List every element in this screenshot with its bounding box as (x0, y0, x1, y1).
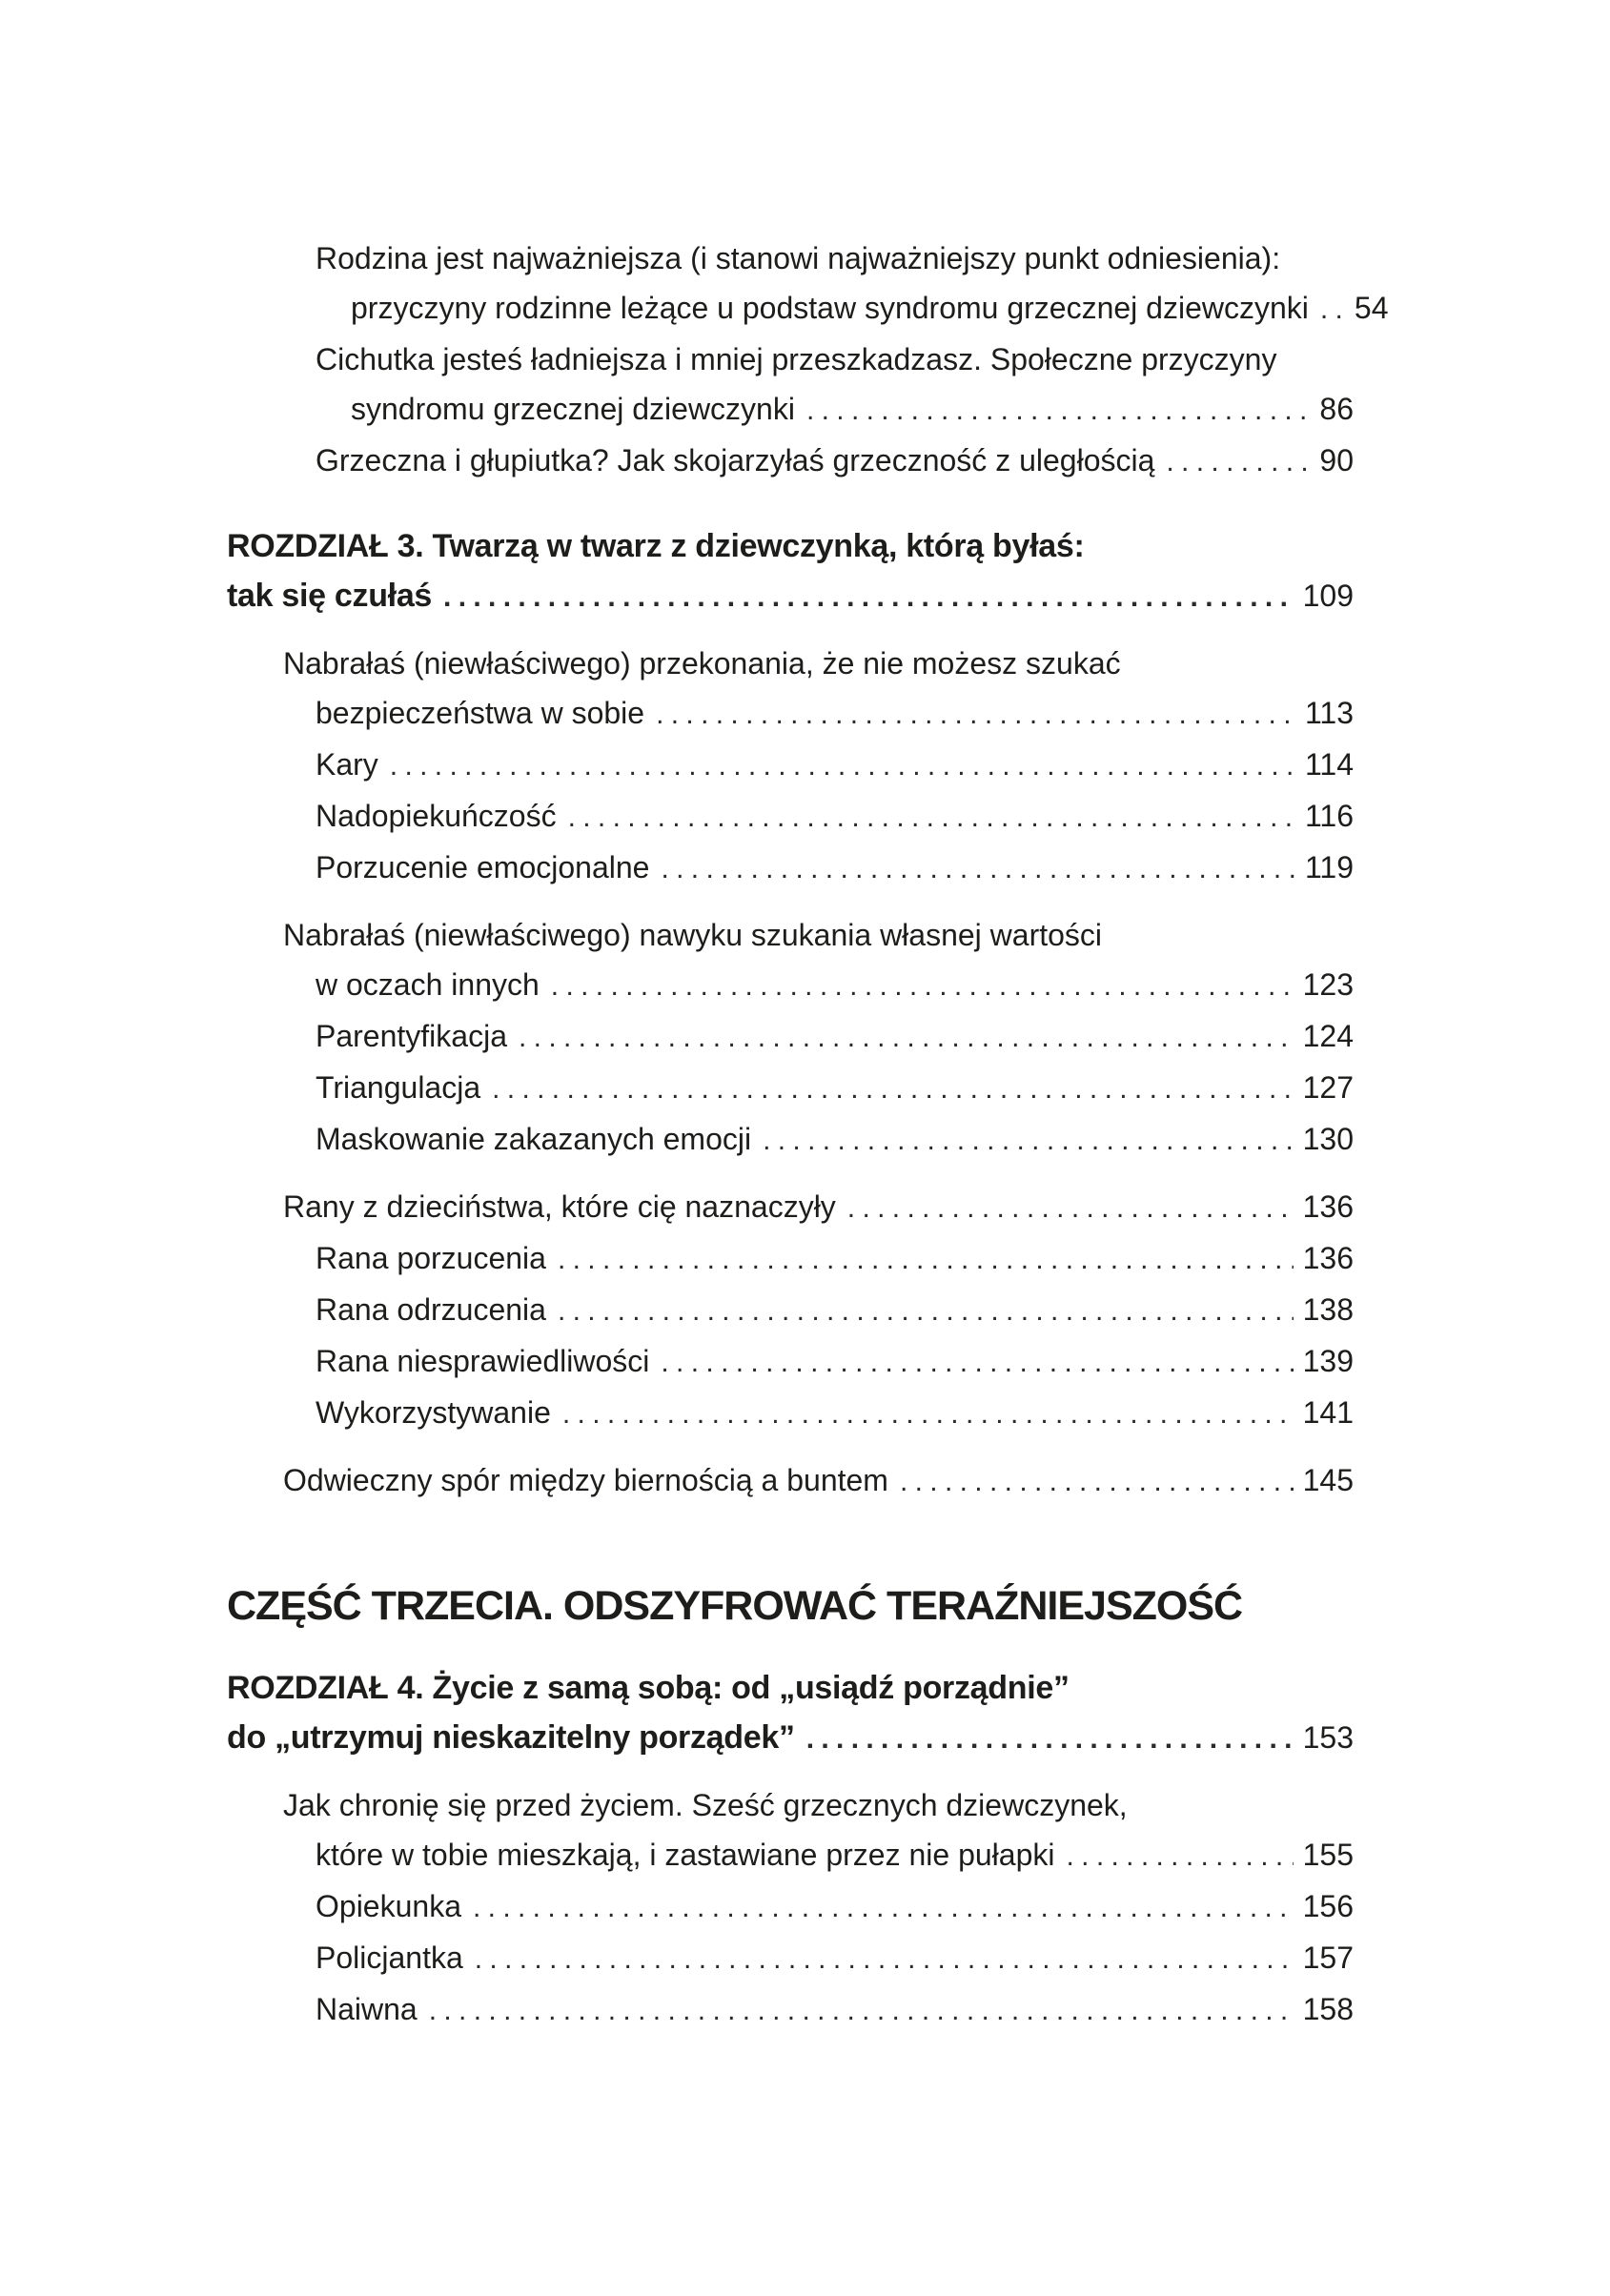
toc-entry (227, 335, 1354, 384)
dot-leader (661, 1338, 1293, 1388)
toc-entry-label: Odwieczny spór między biernością a buntem (283, 1463, 888, 1497)
toc-page-number: 116 (1304, 799, 1354, 833)
toc-entry-label: Wykorzystywanie (316, 1395, 551, 1430)
dot-leader (847, 1184, 1294, 1233)
dot-leader (1320, 285, 1345, 335)
toc-page-number: 130 (1302, 1122, 1354, 1156)
toc-page-number: 136 (1302, 1189, 1354, 1224)
toc-page-number: 141 (1302, 1395, 1354, 1430)
toc-page-number: 119 (1304, 850, 1354, 884)
dot-leader (568, 793, 1295, 843)
toc-entry (227, 1233, 1354, 1285)
toc-page-number: 138 (1302, 1292, 1354, 1327)
toc-entry-label: syndromu grzecznej dziewczynki (351, 392, 795, 426)
dot-leader (473, 1883, 1294, 1933)
toc-entry (227, 1285, 1354, 1336)
toc-page-number: 156 (1302, 1889, 1354, 1923)
toc-entry (227, 1114, 1354, 1166)
toc-entry-label: Rodzina jest najważniejsza (i stanowi najważniejszy punkt odniesienia): (316, 241, 1281, 275)
toc-entry (227, 639, 1354, 688)
toc-entry (227, 1780, 1354, 1830)
toc-entry (227, 740, 1354, 791)
toc-entry-label: do „utrzymuj nieskazitelny porządek” (227, 1719, 795, 1756)
dot-leader (1166, 437, 1310, 487)
table-of-contents (227, 234, 1389, 2036)
toc-page-number: 54 (1354, 291, 1389, 325)
toc-entry (227, 234, 1354, 283)
dot-leader (656, 690, 1295, 740)
toc-entry-label: Parentyfikacja (316, 1019, 507, 1053)
toc-entry (227, 1063, 1354, 1114)
toc-page-number: 124 (1302, 1019, 1354, 1053)
toc-entry (227, 384, 1354, 436)
toc-page-number: 157 (1302, 1940, 1354, 1975)
toc-entry (227, 843, 1354, 894)
toc-entry (227, 1336, 1354, 1388)
toc-entry (227, 1388, 1354, 1439)
dot-leader (1066, 1832, 1293, 1881)
toc-entry (227, 688, 1354, 740)
toc-entry-label: Nabrałaś (niewłaściwego) nawyku szukania własnej wartości (283, 918, 1103, 952)
toc-entry (227, 1713, 1354, 1764)
dot-leader (661, 844, 1295, 894)
toc-entry-label: Rana niesprawiedliwości (316, 1344, 650, 1378)
toc-entry-label: Cichutka jesteś ładniejsza i mniej przeszkadzasz. Społeczne przyczyny (316, 342, 1277, 376)
toc-entry (227, 1575, 1354, 1636)
toc-page-number: 136 (1302, 1241, 1354, 1275)
toc-entry-label: Rana odrzucenia (316, 1292, 546, 1327)
dot-leader (562, 1390, 1294, 1439)
toc-entry-label: Triangulacja (316, 1070, 481, 1105)
dot-leader (900, 1457, 1294, 1507)
toc-entry (227, 436, 1354, 487)
dot-leader (492, 1065, 1293, 1114)
dot-leader (475, 1935, 1294, 1984)
toc-page-number: 123 (1302, 967, 1354, 1002)
toc-entry-label: ROZDZIAŁ 4. Życie z samą sobą: od „usiądź porządnie” (227, 1670, 1070, 1706)
toc-entry-label: przyczyny rodzinne leżące u podstaw syndromu grzecznej dziewczynki (351, 291, 1309, 325)
toc-entry (227, 1984, 1354, 2036)
toc-entry-label: Rany z dzieciństwa, które cię naznaczyły (283, 1189, 836, 1224)
toc-entry-label: Rana porzucenia (316, 1241, 546, 1275)
toc-page-number: 145 (1302, 1463, 1354, 1497)
toc-entry-label: Opiekunka (316, 1889, 461, 1923)
toc-entry-label: Naiwna (316, 1992, 418, 2026)
toc-page-number: 155 (1302, 1838, 1354, 1872)
dot-leader (519, 1013, 1294, 1063)
toc-page-number: 139 (1302, 1344, 1354, 1378)
toc-entry (227, 521, 1354, 571)
toc-page-number: 113 (1304, 696, 1354, 730)
toc-entry (227, 1933, 1354, 1984)
toc-entry (227, 910, 1354, 960)
dot-leader (806, 386, 1310, 436)
toc-entry (227, 1663, 1354, 1713)
dot-leader (443, 573, 1294, 622)
dot-leader (390, 742, 1295, 791)
toc-entry (227, 1455, 1354, 1507)
toc-entry (227, 1011, 1354, 1063)
toc-entry-label: Grzeczna i głupiutka? Jak skojarzyłaś grzeczność z uległością (316, 443, 1155, 477)
toc-entry-label: bezpieczeństwa w sobie (316, 696, 645, 730)
toc-entry (227, 1182, 1354, 1233)
toc-page-number: 90 (1319, 443, 1354, 477)
toc-entry-label: ROZDZIAŁ 3. Twarzą w twarz z dziewczynką, którą byłaś: (227, 528, 1085, 564)
toc-entry-label: Policjantka (316, 1940, 463, 1975)
toc-entry-label: Nabrałaś (niewłaściwego) przekonania, że nie możesz szukać (283, 646, 1121, 681)
toc-entry-label: tak się czułaś (227, 578, 433, 614)
dot-leader (558, 1287, 1294, 1336)
toc-page-number: 127 (1302, 1070, 1354, 1105)
toc-page-number: 109 (1302, 579, 1354, 613)
toc-entry-label: Nadopiekuńczość (316, 799, 557, 833)
dot-leader (429, 1986, 1294, 2036)
toc-entry-label: które w tobie mieszkają, i zastawiane przez nie pułapki (316, 1838, 1055, 1872)
dot-leader (763, 1116, 1294, 1166)
toc-entry-label: w oczach innych (316, 967, 540, 1002)
dot-leader (558, 1235, 1294, 1285)
dot-leader (806, 1715, 1294, 1764)
toc-entry (227, 283, 1389, 335)
toc-entry-label: Maskowanie zakazanych emocji (316, 1122, 752, 1156)
toc-entry (227, 960, 1354, 1011)
toc-page-number: 114 (1304, 747, 1354, 782)
toc-page-number: 86 (1319, 392, 1354, 426)
toc-entry-label: Kary (316, 747, 378, 782)
dot-leader (551, 962, 1294, 1011)
toc-entry (227, 571, 1354, 622)
toc-entry-label: Jak chronię się przed życiem. Sześć grzecznych dziewczynek, (283, 1788, 1128, 1822)
toc-entry (227, 1830, 1354, 1881)
toc-entry (227, 1881, 1354, 1933)
toc-page-number: 153 (1302, 1720, 1354, 1755)
toc-entry (227, 791, 1354, 843)
toc-entry-label: Porzucenie emocjonalne (316, 850, 650, 884)
toc-page-number: 158 (1302, 1992, 1354, 2026)
toc-entry-label: CZĘŚĆ TRZECIA. ODSZYFROWAĆ TERAŹNIEJSZOŚĆ (227, 1583, 1243, 1629)
